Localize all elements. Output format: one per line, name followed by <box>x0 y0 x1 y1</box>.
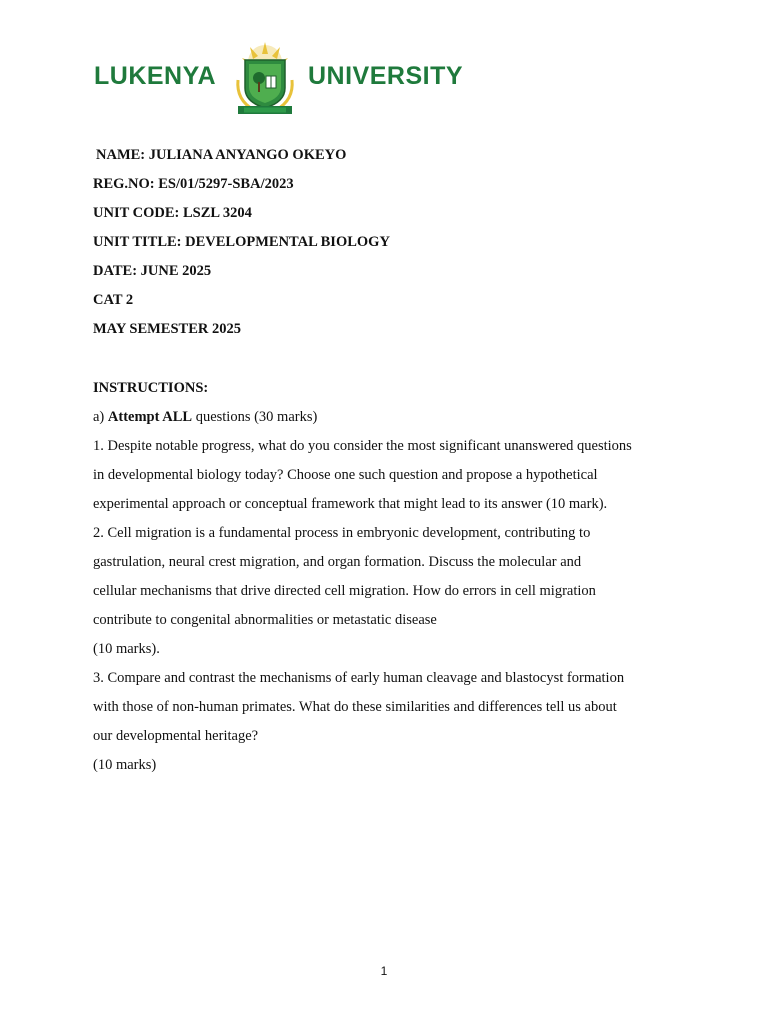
question-line: cellular mechanisms that drive directed cell migration. How do errors in cell migration <box>93 583 596 599</box>
page-number: 1 <box>380 964 388 978</box>
question-line: with those of non-human primates. What do these similarities and differences tell us about <box>93 699 617 715</box>
question-line: 3. Compare and contrast the mechanisms of early human cleavage and blastocyst formation <box>93 670 625 686</box>
question-line: experimental approach or conceptual framework that might lead to its answer (10 mark). <box>93 496 608 512</box>
question-line: 1. Despite notable progress, what do you consider the most significant unanswered questions <box>93 438 632 454</box>
university-logo-icon <box>220 40 310 118</box>
brand-name-right: UNIVERSITY <box>308 62 464 90</box>
semester-label: MAY SEMESTER 2025 <box>93 321 241 337</box>
cat-label: CAT 2 <box>93 292 134 308</box>
instructions-suffix: questions (30 marks) <box>192 409 318 425</box>
university-header <box>94 40 494 120</box>
brand-name-left: LUKENYA <box>94 62 217 90</box>
question-line: our developmental heritage? <box>93 728 259 744</box>
question-line: contribute to congenital abnormalities or metastatic disease <box>93 612 437 628</box>
instructions-prefix: a) <box>93 409 108 425</box>
instructions-emphasis: Attempt ALL <box>107 409 193 425</box>
instructions-text <box>93 407 693 436</box>
question-line: gastrulation, neural crest migration, and organ formation. Discuss the molecular and <box>93 554 582 570</box>
question-line: in developmental biology today? Choose one such question and propose a hypothetical <box>93 467 598 483</box>
unit-code: UNIT CODE: LSZL 3204 <box>93 205 252 221</box>
registration-number: REG.NO: ES/01/5297-SBA/2023 <box>93 176 294 192</box>
exam-date: DATE: JUNE 2025 <box>93 263 212 279</box>
question-2 <box>93 523 693 668</box>
question-3 <box>93 668 693 784</box>
question-line: (10 marks). <box>93 641 160 657</box>
question-line: 2. Cell migration is a fundamental process in embryonic development, contributing to <box>93 525 591 541</box>
instructions-section <box>93 378 693 784</box>
question-1 <box>93 436 693 523</box>
student-name: NAME: JULIANA ANYANGO OKEYO <box>96 147 347 163</box>
student-details <box>93 145 693 348</box>
question-line: (10 marks) <box>93 757 157 773</box>
unit-title: UNIT TITLE: DEVELOPMENTAL BIOLOGY <box>93 234 390 250</box>
instructions-heading: INSTRUCTIONS: <box>93 380 209 396</box>
